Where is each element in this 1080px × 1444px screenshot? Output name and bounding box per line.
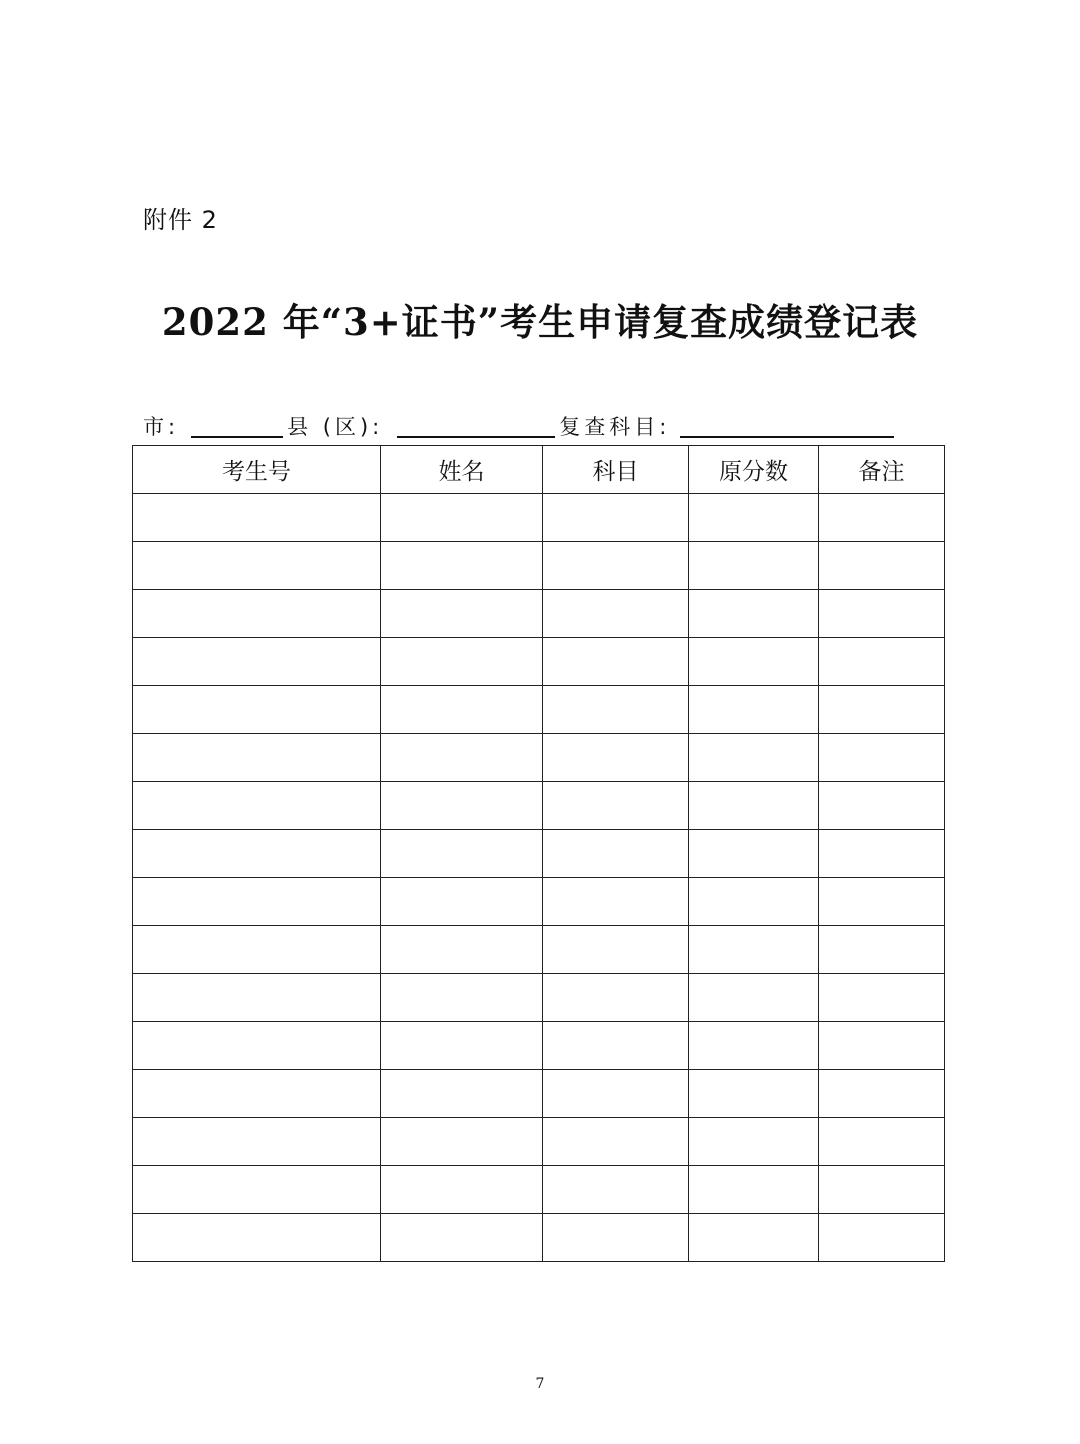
cell-original-score[interactable]: [689, 638, 819, 686]
cell-original-score[interactable]: [689, 686, 819, 734]
table-row: [133, 926, 945, 974]
table-row: [133, 734, 945, 782]
cell-name[interactable]: [381, 974, 543, 1022]
cell-subject[interactable]: [543, 830, 689, 878]
cell-subject[interactable]: [543, 1118, 689, 1166]
cell-name[interactable]: [381, 734, 543, 782]
header-subject: 科目: [543, 446, 689, 494]
cell-subject[interactable]: [543, 590, 689, 638]
cell-subject[interactable]: [543, 782, 689, 830]
table-header-row: [133, 446, 945, 494]
cell-original-score[interactable]: [689, 734, 819, 782]
cell-candidate-number[interactable]: [133, 1214, 381, 1262]
cell-subject[interactable]: [543, 638, 689, 686]
table-row: [133, 830, 945, 878]
cell-candidate-number[interactable]: [133, 830, 381, 878]
cell-remarks[interactable]: [819, 638, 945, 686]
cell-subject[interactable]: [543, 686, 689, 734]
cell-name[interactable]: [381, 542, 543, 590]
cell-original-score[interactable]: [689, 1070, 819, 1118]
cell-remarks[interactable]: [819, 590, 945, 638]
cell-name[interactable]: [381, 590, 543, 638]
cell-subject[interactable]: [543, 1214, 689, 1262]
table-row: [133, 1118, 945, 1166]
cell-remarks[interactable]: [819, 830, 945, 878]
cell-subject[interactable]: [543, 1022, 689, 1070]
cell-candidate-number[interactable]: [133, 1118, 381, 1166]
cell-subject[interactable]: [543, 494, 689, 542]
county-label: 县 (区):: [287, 415, 384, 439]
cell-candidate-number[interactable]: [133, 782, 381, 830]
cell-subject[interactable]: [543, 878, 689, 926]
subject-field[interactable]: [680, 410, 894, 438]
cell-name[interactable]: [381, 1166, 543, 1214]
cell-original-score[interactable]: [689, 926, 819, 974]
cell-remarks[interactable]: [819, 1214, 945, 1262]
table-row: [133, 1022, 945, 1070]
cell-subject[interactable]: [543, 1166, 689, 1214]
table-row: [133, 494, 945, 542]
cell-subject[interactable]: [543, 734, 689, 782]
cell-original-score[interactable]: [689, 1118, 819, 1166]
cell-name[interactable]: [381, 686, 543, 734]
cell-candidate-number[interactable]: [133, 878, 381, 926]
cell-remarks[interactable]: [819, 926, 945, 974]
subject-label: 复查科目:: [559, 415, 671, 439]
cell-candidate-number[interactable]: [133, 590, 381, 638]
table-row: [133, 1166, 945, 1214]
cell-name[interactable]: [381, 1118, 543, 1166]
cell-remarks[interactable]: [819, 1118, 945, 1166]
cell-remarks[interactable]: [819, 974, 945, 1022]
table-row: [133, 638, 945, 686]
table-body: [133, 494, 945, 1262]
cell-original-score[interactable]: [689, 830, 819, 878]
cell-original-score[interactable]: [689, 1214, 819, 1262]
cell-remarks[interactable]: [819, 878, 945, 926]
cell-name[interactable]: [381, 1070, 543, 1118]
cell-candidate-number[interactable]: [133, 734, 381, 782]
cell-name[interactable]: [381, 830, 543, 878]
table-row: [133, 1214, 945, 1262]
cell-candidate-number[interactable]: [133, 494, 381, 542]
cell-original-score[interactable]: [689, 782, 819, 830]
cell-candidate-number[interactable]: [133, 974, 381, 1022]
form-fields-row: [143, 408, 898, 442]
table-row: [133, 590, 945, 638]
cell-remarks[interactable]: [819, 1166, 945, 1214]
table-row: [133, 878, 945, 926]
cell-name[interactable]: [381, 494, 543, 542]
cell-candidate-number[interactable]: [133, 1070, 381, 1118]
cell-candidate-number[interactable]: [133, 638, 381, 686]
cell-original-score[interactable]: [689, 974, 819, 1022]
cell-name[interactable]: [381, 1022, 543, 1070]
cell-candidate-number[interactable]: [133, 542, 381, 590]
cell-original-score[interactable]: [689, 1022, 819, 1070]
county-field[interactable]: [397, 410, 555, 438]
cell-candidate-number[interactable]: [133, 926, 381, 974]
cell-remarks[interactable]: [819, 782, 945, 830]
table-row: [133, 542, 945, 590]
header-name: 姓名: [381, 446, 543, 494]
cell-subject[interactable]: [543, 974, 689, 1022]
cell-name[interactable]: [381, 1214, 543, 1262]
cell-subject[interactable]: [543, 542, 689, 590]
table-row: [133, 1070, 945, 1118]
cell-remarks[interactable]: [819, 494, 945, 542]
cell-candidate-number[interactable]: [133, 1022, 381, 1070]
cell-remarks[interactable]: [819, 1070, 945, 1118]
cell-remarks[interactable]: [819, 686, 945, 734]
cell-remarks[interactable]: [819, 1022, 945, 1070]
city-field[interactable]: [191, 410, 283, 438]
cell-subject[interactable]: [543, 1070, 689, 1118]
table-row: [133, 782, 945, 830]
cell-original-score[interactable]: [689, 1166, 819, 1214]
header-candidate-number: 考生号: [133, 446, 381, 494]
city-label: 市:: [143, 415, 180, 439]
header-remarks: 备注: [819, 446, 945, 494]
cell-original-score[interactable]: [689, 590, 819, 638]
table-row: [133, 974, 945, 1022]
header-original-score: 原分数: [689, 446, 819, 494]
attachment-label: 附件 2: [143, 206, 218, 234]
page-title: 2022 年“3+证书”考生申请复查成绩登记表: [161, 300, 919, 344]
table-row: [133, 686, 945, 734]
cell-name[interactable]: [381, 926, 543, 974]
registration-table: [132, 445, 945, 1262]
cell-original-score[interactable]: [689, 878, 819, 926]
page-number: 7: [535, 1376, 545, 1392]
cell-original-score[interactable]: [689, 494, 819, 542]
cell-remarks[interactable]: [819, 542, 945, 590]
cell-remarks[interactable]: [819, 734, 945, 782]
cell-name[interactable]: [381, 638, 543, 686]
cell-subject[interactable]: [543, 926, 689, 974]
cell-name[interactable]: [381, 782, 543, 830]
cell-candidate-number[interactable]: [133, 1166, 381, 1214]
cell-candidate-number[interactable]: [133, 686, 381, 734]
cell-original-score[interactable]: [689, 542, 819, 590]
cell-name[interactable]: [381, 878, 543, 926]
